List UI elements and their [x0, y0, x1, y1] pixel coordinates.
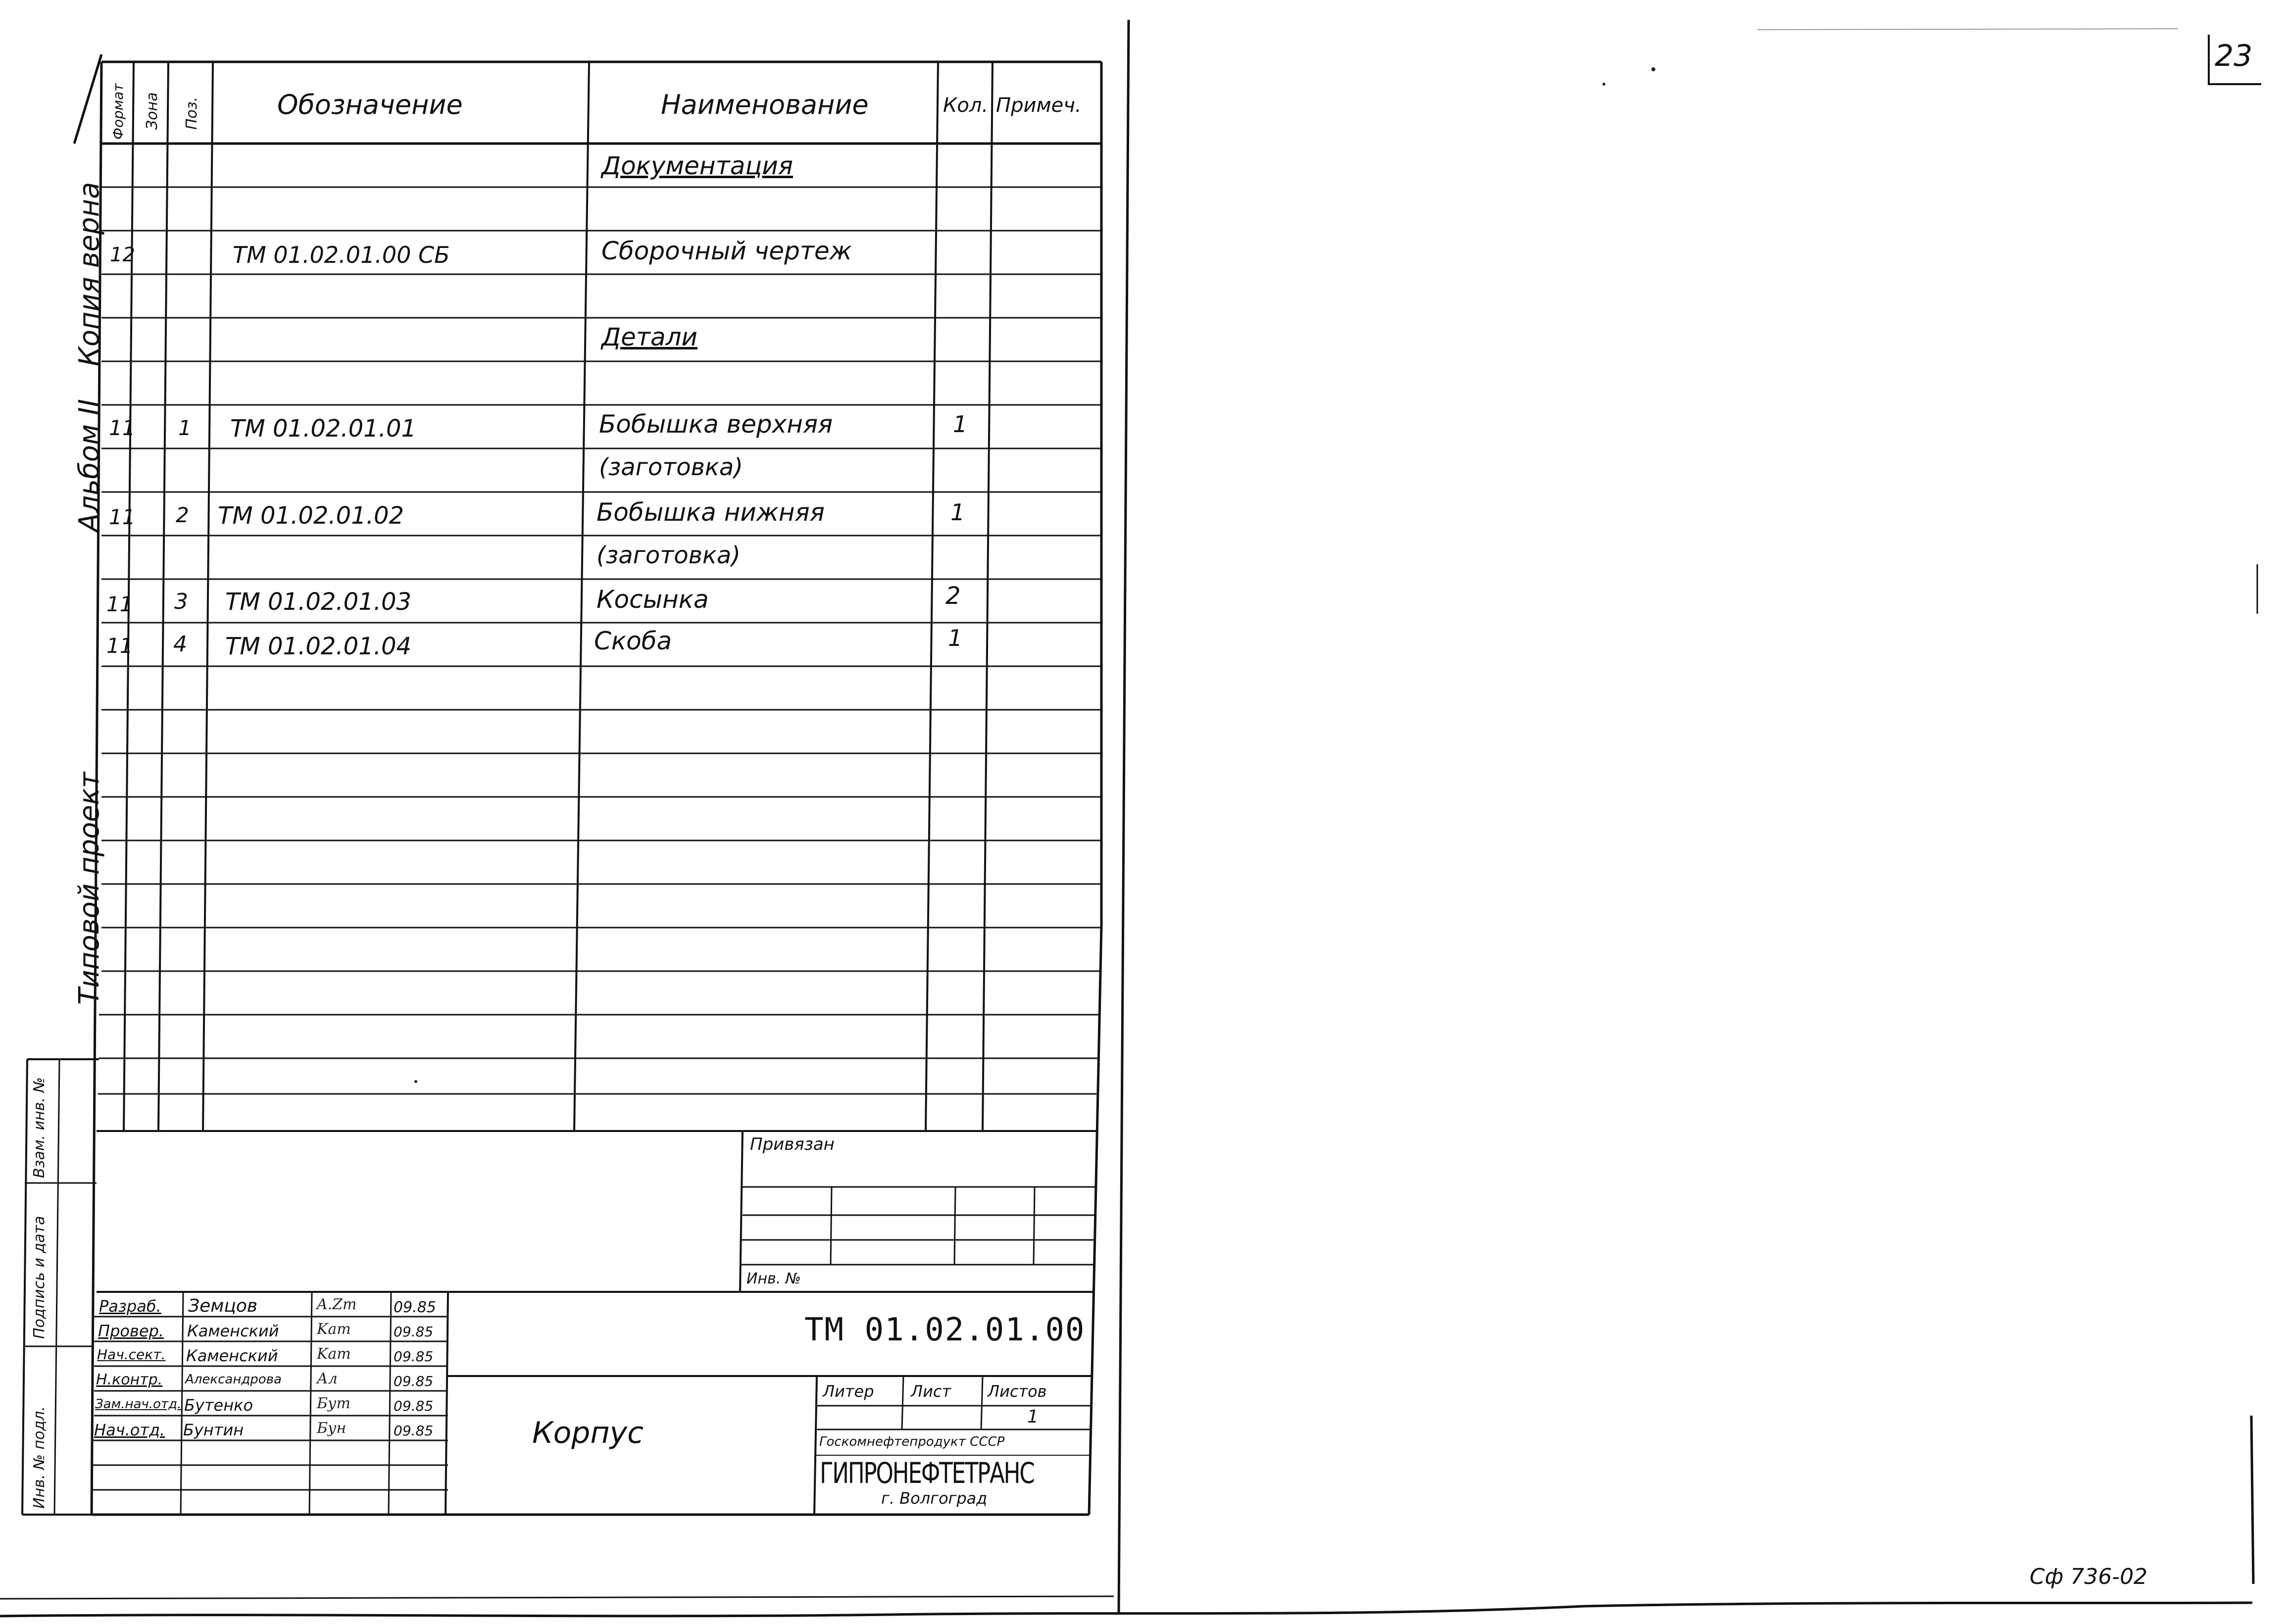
staff-signature-1: Kam — [317, 1321, 351, 1338]
section-parts: Детали — [601, 323, 698, 351]
staff-date-3: 09.85 — [394, 1373, 434, 1389]
copy-true-label: Копия верна — [73, 182, 105, 366]
sheets-value: 1 — [1027, 1407, 1039, 1427]
row-2-designation: ТМ 01.02.01.02 — [218, 502, 404, 530]
staff-role-4: Зам.нач.отд. — [95, 1397, 182, 1412]
staff-signature-3: Ал — [317, 1370, 338, 1387]
stamp-inv-podl: Инв. № подл. — [31, 1406, 48, 1509]
typical-project-label: Типовой проект — [73, 772, 105, 1005]
ministry-name: Госкомнефтепродукт СССР — [819, 1434, 1005, 1449]
row-2-name: Бобышка нижняя — [596, 498, 825, 527]
staff-signature-2: Kam — [317, 1345, 351, 1363]
privyazan-inv: Инв. № — [746, 1270, 801, 1287]
header-designation: Обозначение — [277, 89, 463, 120]
org-name: ГИПРОНЕФТЕТРАНС — [820, 1456, 1034, 1490]
row-assembly-designation: ТМ 01.02.01.00 СБ — [233, 242, 450, 268]
staff-signature-0: A.Zm — [317, 1296, 357, 1313]
row-4-name: Скоба — [594, 627, 672, 655]
header-format: Формат — [110, 83, 126, 140]
staff-name-2: Каменский — [186, 1346, 278, 1365]
item-name: Корпус — [532, 1416, 644, 1450]
row-2-name-cont: (заготовка) — [596, 541, 741, 569]
doc-code: ТМ 01.02.01.00 — [804, 1312, 1086, 1348]
staff-name-3: Александрова — [185, 1372, 282, 1387]
header-qty: Кол. — [943, 94, 989, 117]
col-sheets: Листов — [988, 1382, 1047, 1401]
header-name: Наименование — [661, 89, 869, 120]
row-1-name-cont: (заготовка) — [599, 453, 743, 481]
sheet-code: Сф 736-02 — [2030, 1564, 2148, 1589]
row-4-qty: 1 — [948, 625, 963, 651]
row-2-format: 11 — [109, 505, 136, 529]
col-liter: Литер — [823, 1382, 874, 1401]
row-3-designation: ТМ 01.02.01.03 — [225, 588, 412, 616]
staff-name-1: Каменский — [187, 1322, 279, 1340]
page-number: 23 — [2215, 39, 2253, 73]
row-1-designation: ТМ 01.02.01.01 — [230, 415, 417, 443]
staff-date-4: 09.85 — [394, 1398, 434, 1414]
row-3-format: 11 — [106, 592, 133, 616]
album-label: Альбом II — [73, 399, 105, 532]
row-3-name: Косынка — [596, 585, 709, 614]
stamp-vzam-inv: Взам. инв. № — [31, 1077, 48, 1178]
row-4-format: 11 — [106, 634, 133, 658]
staff-signature-5: Бун — [317, 1420, 347, 1437]
row-1-format: 11 — [109, 416, 136, 440]
staff-role-5: Нач.отд. — [94, 1421, 165, 1439]
row-1-qty: 1 — [953, 411, 968, 438]
col-sheet: Лист — [911, 1382, 951, 1401]
staff-role-1: Провер. — [98, 1322, 164, 1340]
section-documentation: Документация — [601, 151, 793, 180]
row-assembly-format: 12 — [110, 244, 135, 266]
row-1-pos: 1 — [178, 416, 192, 440]
privyazan-title: Привязан — [750, 1134, 835, 1154]
row-2-qty: 1 — [950, 499, 965, 526]
staff-name-0: Земцов — [188, 1296, 258, 1316]
row-3-qty: 2 — [945, 582, 961, 610]
staff-name-5: Бунтин — [183, 1421, 244, 1439]
row-2-pos: 2 — [176, 503, 189, 527]
header-note: Примеч. — [996, 94, 1082, 117]
row-4-designation: ТМ 01.02.01.04 — [225, 633, 412, 660]
staff-date-2: 09.85 — [394, 1348, 434, 1365]
staff-date-0: 09.85 — [394, 1299, 436, 1316]
header-zone: Зона — [144, 92, 161, 130]
staff-date-1: 09.85 — [394, 1324, 434, 1340]
staff-role-3: Н.контр. — [96, 1371, 163, 1388]
staff-name-4: Бутенко — [184, 1396, 253, 1415]
staff-role-2: Нач.сект. — [97, 1346, 166, 1363]
row-4-pos: 4 — [173, 632, 187, 657]
staff-signature-4: Бут — [317, 1395, 350, 1412]
header-pos: Поз. — [183, 97, 200, 130]
staff-role-0: Разраб. — [99, 1297, 161, 1316]
city-name: г. Волгоград — [881, 1489, 988, 1508]
stamp-sign-date: Подпись и дата — [31, 1216, 48, 1339]
row-assembly-name: Сборочный чертеж — [601, 237, 852, 265]
row-3-pos: 3 — [174, 589, 188, 614]
row-1-name: Бобышка верхняя — [599, 410, 833, 439]
staff-date-5: 09.85 — [394, 1423, 434, 1439]
